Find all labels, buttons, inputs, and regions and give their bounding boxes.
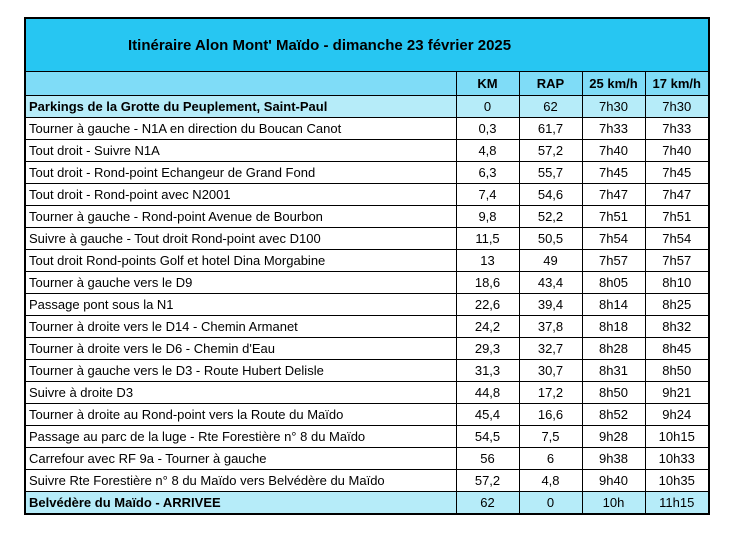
km-cell: 29,3 xyxy=(456,338,519,360)
page-title: Itinéraire Alon Mont' Maïdo - dimanche 23 février 2025 xyxy=(128,37,512,54)
step-label-cell: Tourner à gauche - N1A en direction du Boucan Canot xyxy=(26,118,456,140)
step-label-cell: Carrefour avec RF 9a - Tourner à gauche xyxy=(26,448,456,470)
step-label-cell: Tout droit Rond-points Golf et hotel Dina Morgabine xyxy=(26,250,456,272)
km-cell: 56 xyxy=(456,448,519,470)
time-17kmh-cell: 8h32 xyxy=(645,316,708,338)
rap-cell: 6 xyxy=(519,448,582,470)
time-25kmh-cell: 8h52 xyxy=(582,404,645,426)
time-17kmh-cell: 7h40 xyxy=(645,140,708,162)
time-17kmh-cell: 7h51 xyxy=(645,206,708,228)
km-cell: 57,2 xyxy=(456,470,519,492)
km-cell: 7,4 xyxy=(456,184,519,206)
table-row xyxy=(26,338,708,360)
time-17kmh-cell: 8h10 xyxy=(645,272,708,294)
km-cell: 4,8 xyxy=(456,140,519,162)
table-row xyxy=(26,360,708,382)
rap-cell: 4,8 xyxy=(519,470,582,492)
step-label-cell: Tourner à gauche vers le D9 xyxy=(26,272,456,294)
km-cell: 0,3 xyxy=(456,118,519,140)
time-25kmh-cell: 7h51 xyxy=(582,206,645,228)
km-cell: 11,5 xyxy=(456,228,519,250)
time-25kmh-cell: 7h47 xyxy=(582,184,645,206)
time-25kmh-cell: 10h xyxy=(582,492,645,514)
km-cell: 54,5 xyxy=(456,426,519,448)
rap-cell: 39,4 xyxy=(519,294,582,316)
table-row xyxy=(26,228,708,250)
time-17kmh-cell: 8h50 xyxy=(645,360,708,382)
itinerary-table-body xyxy=(26,72,708,513)
time-25kmh-cell: 8h50 xyxy=(582,382,645,404)
table-row xyxy=(26,294,708,316)
table-row-highlight xyxy=(26,96,708,118)
time-17kmh-cell: 10h33 xyxy=(645,448,708,470)
time-25kmh-cell: 8h28 xyxy=(582,338,645,360)
step-label-cell: Suivre à gauche - Tout droit Rond-point avec D100 xyxy=(26,228,456,250)
step-label-cell: Tourner à gauche - Rond-point Avenue de Bourbon xyxy=(26,206,456,228)
time-25kmh-cell: 9h28 xyxy=(582,426,645,448)
time-17kmh-cell: 7h57 xyxy=(645,250,708,272)
table-row xyxy=(26,250,708,272)
km-cell: 44,8 xyxy=(456,382,519,404)
table-row xyxy=(26,206,708,228)
time-17kmh-cell: 8h45 xyxy=(645,338,708,360)
rap-cell: 37,8 xyxy=(519,316,582,338)
table-row xyxy=(26,470,708,492)
step-label-cell: Belvédère du Maïdo - ARRIVEE xyxy=(26,492,456,514)
header-cell-rap: RAP xyxy=(519,72,582,96)
time-25kmh-cell: 9h40 xyxy=(582,470,645,492)
header-cell-25kmh: 25 km/h xyxy=(582,72,645,96)
header-cell-step xyxy=(26,72,456,96)
table-row xyxy=(26,426,708,448)
table-row-highlight xyxy=(26,492,708,514)
time-17kmh-cell: 7h47 xyxy=(645,184,708,206)
time-17kmh-cell: 9h21 xyxy=(645,382,708,404)
rap-cell: 54,6 xyxy=(519,184,582,206)
time-17kmh-cell: 7h54 xyxy=(645,228,708,250)
step-label-cell: Tourner à droite vers le D14 - Chemin Armanet xyxy=(26,316,456,338)
step-label-cell: Tourner à droite vers le D6 - Chemin d'Eau xyxy=(26,338,456,360)
table-row xyxy=(26,118,708,140)
time-17kmh-cell: 11h15 xyxy=(645,492,708,514)
header-cell-km: KM xyxy=(456,72,519,96)
time-17kmh-cell: 8h25 xyxy=(645,294,708,316)
table-row xyxy=(26,272,708,294)
step-label-cell: Passage au parc de la luge - Rte Forestière n° 8 du Maïdo xyxy=(26,426,456,448)
time-17kmh-cell: 9h24 xyxy=(645,404,708,426)
time-17kmh-cell: 7h45 xyxy=(645,162,708,184)
rap-cell: 32,7 xyxy=(519,338,582,360)
table-row xyxy=(26,404,708,426)
table-row xyxy=(26,184,708,206)
rap-cell: 62 xyxy=(519,96,582,118)
rap-cell: 0 xyxy=(519,492,582,514)
table-row xyxy=(26,140,708,162)
time-17kmh-cell: 7h30 xyxy=(645,96,708,118)
step-label-cell: Suivre à droite D3 xyxy=(26,382,456,404)
time-25kmh-cell: 8h14 xyxy=(582,294,645,316)
time-25kmh-cell: 8h18 xyxy=(582,316,645,338)
step-label-cell: Tourner à droite au Rond-point vers la Route du Maïdo xyxy=(26,404,456,426)
time-25kmh-cell: 7h30 xyxy=(582,96,645,118)
rap-cell: 17,2 xyxy=(519,382,582,404)
km-cell: 45,4 xyxy=(456,404,519,426)
step-label-cell: Passage pont sous la N1 xyxy=(26,294,456,316)
rap-cell: 43,4 xyxy=(519,272,582,294)
time-25kmh-cell: 9h38 xyxy=(582,448,645,470)
time-25kmh-cell: 7h54 xyxy=(582,228,645,250)
rap-cell: 49 xyxy=(519,250,582,272)
itinerary-sheet xyxy=(24,17,710,515)
table-row xyxy=(26,382,708,404)
km-cell: 18,6 xyxy=(456,272,519,294)
rap-cell: 52,2 xyxy=(519,206,582,228)
step-label-cell: Suivre Rte Forestière n° 8 du Maïdo vers Belvédère du Maïdo xyxy=(26,470,456,492)
rap-cell: 7,5 xyxy=(519,426,582,448)
time-17kmh-cell: 10h15 xyxy=(645,426,708,448)
step-label-cell: Tout droit - Rond-point avec N2001 xyxy=(26,184,456,206)
time-17kmh-cell: 7h33 xyxy=(645,118,708,140)
rap-cell: 16,6 xyxy=(519,404,582,426)
rap-cell: 55,7 xyxy=(519,162,582,184)
time-25kmh-cell: 8h05 xyxy=(582,272,645,294)
km-cell: 22,6 xyxy=(456,294,519,316)
km-cell: 13 xyxy=(456,250,519,272)
km-cell: 6,3 xyxy=(456,162,519,184)
km-cell: 62 xyxy=(456,492,519,514)
table-row xyxy=(26,448,708,470)
km-cell: 31,3 xyxy=(456,360,519,382)
time-25kmh-cell: 7h40 xyxy=(582,140,645,162)
time-25kmh-cell: 8h31 xyxy=(582,360,645,382)
step-label-cell: Tout droit - Rond-point Echangeur de Grand Fond xyxy=(26,162,456,184)
step-label-cell: Parkings de la Grotte du Peuplement, Saint-Paul xyxy=(26,96,456,118)
rap-cell: 57,2 xyxy=(519,140,582,162)
table-row xyxy=(26,316,708,338)
rap-cell: 30,7 xyxy=(519,360,582,382)
time-25kmh-cell: 7h33 xyxy=(582,118,645,140)
header-row xyxy=(26,72,708,96)
table-row xyxy=(26,162,708,184)
time-25kmh-cell: 7h45 xyxy=(582,162,645,184)
rap-cell: 61,7 xyxy=(519,118,582,140)
km-cell: 0 xyxy=(456,96,519,118)
itinerary-table xyxy=(26,72,708,513)
step-label-cell: Tourner à gauche vers le D3 - Route Hubert Delisle xyxy=(26,360,456,382)
title-bar xyxy=(26,19,708,72)
km-cell: 24,2 xyxy=(456,316,519,338)
km-cell: 9,8 xyxy=(456,206,519,228)
step-label-cell: Tout droit - Suivre N1A xyxy=(26,140,456,162)
rap-cell: 50,5 xyxy=(519,228,582,250)
time-17kmh-cell: 10h35 xyxy=(645,470,708,492)
header-cell-17kmh: 17 km/h xyxy=(645,72,708,96)
time-25kmh-cell: 7h57 xyxy=(582,250,645,272)
